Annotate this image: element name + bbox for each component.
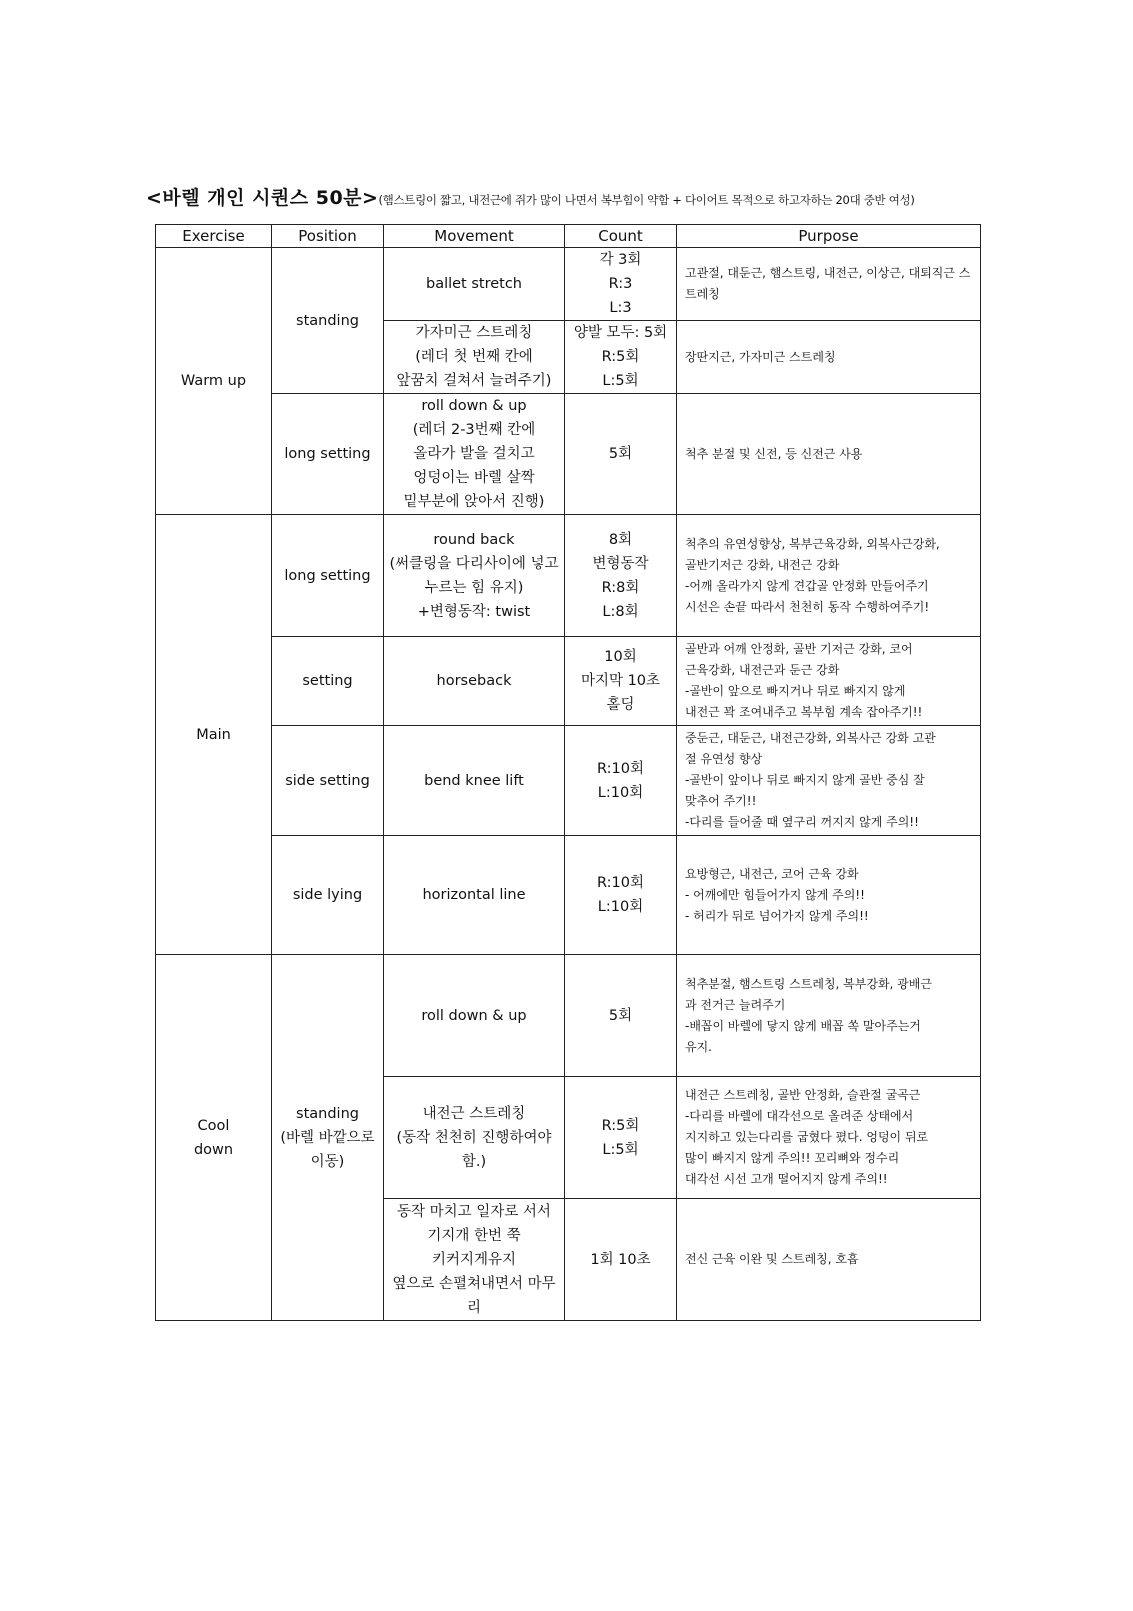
table-row: [156, 637, 981, 726]
count-cell: R:10회 L:10회: [565, 836, 677, 955]
header-count: Count: [565, 225, 677, 248]
table-row: [156, 515, 981, 637]
purpose-cell: 척추분절, 햄스트링 스트레칭, 복부강화, 광배근 과 전거근 늘려주기 -배꼽이 바렐에 닿지 않게 배꼽 쏙 말아주는거 유지.: [677, 955, 981, 1077]
purpose-cell: 척추의 유연성향상, 복부근육강화, 외복사근강화, 골반기저근 강화, 내전근 강화 -어깨 올라가지 않게 견갑골 안정화 만들어주기 시선은 손끝 따라서 천천히 동작 수행하여주기!: [677, 515, 981, 637]
header-purpose: Purpose: [677, 225, 981, 248]
table-row: [156, 836, 981, 955]
header-exercise: Exercise: [156, 225, 272, 248]
position-cell: side setting: [272, 726, 384, 836]
movement-cell: roll down & up (레더 2-3번째 칸에 올라가 발을 걸치고 엉덩이는 바렐 살짝 밑부분에 앉아서 진행): [384, 394, 565, 515]
position-cell: standing (바렐 바깥으로 이동): [272, 955, 384, 1321]
movement-cell: horseback: [384, 637, 565, 726]
title-subtitle: (햄스트링이 짧고, 내전근에 쥐가 많이 나면서 복부힘이 약함 + 다이어트 목적으로 하고자하는 20대 중반 여성): [378, 193, 915, 207]
table-row: [156, 394, 981, 515]
exercise-cell: Cool down: [156, 955, 272, 1321]
header-movement: Movement: [384, 225, 565, 248]
header-position: Position: [272, 225, 384, 248]
movement-cell: 가자미근 스트레칭 (레더 첫 번째 칸에 앞꿈치 걸쳐서 늘려주기): [384, 321, 565, 394]
count-cell: 각 3회 R:3 L:3: [565, 248, 677, 321]
position-cell: side lying: [272, 836, 384, 955]
purpose-cell: 고관절, 대둔근, 햄스트링, 내전근, 이상근, 대퇴직근 스트레칭: [677, 248, 981, 321]
movement-cell: roll down & up: [384, 955, 565, 1077]
sequence-table: [155, 224, 981, 1321]
purpose-cell: 내전근 스트레칭, 골반 안정화, 슬관절 굴곡근 -다리를 바렐에 대각선으로 올려준 상태에서 지지하고 있는다리를 굽혔다 폈다. 엉덩이 뒤로 많이 빠지지 않게 주의!! 꼬리뼈와 정수리 대각선 시선 고개 떨어지지 않게 주의!!: [677, 1077, 981, 1199]
purpose-cell: 전신 근육 이완 및 스트레칭, 호흡: [677, 1199, 981, 1321]
position-cell: setting: [272, 637, 384, 726]
movement-cell: horizontal line: [384, 836, 565, 955]
count-cell: R:10회 L:10회: [565, 726, 677, 836]
count-cell: 10회 마지막 10초 홀딩: [565, 637, 677, 726]
movement-cell: 내전근 스트레칭 (동작 천천히 진행하여야함.): [384, 1077, 565, 1199]
movement-cell: ballet stretch: [384, 248, 565, 321]
movement-cell: bend knee lift: [384, 726, 565, 836]
table-row: [156, 248, 981, 321]
exercise-cell: Main: [156, 515, 272, 955]
exercise-cell: Warm up: [156, 248, 272, 515]
title-main: <바렐 개인 시퀀스 50분>: [146, 187, 379, 209]
position-cell: long setting: [272, 515, 384, 637]
table-header-row: [156, 225, 981, 248]
document-title: [146, 186, 996, 212]
table-row: [156, 726, 981, 836]
purpose-cell: 골반과 어깨 안정화, 골반 기저근 강화, 코어 근육강화, 내전근과 둔근 강화 -골반이 앞으로 빠지거나 뒤로 빠지지 않게 내전근 꽉 조여내주고 복부힘 계속 잡아주기!!: [677, 637, 981, 726]
count-cell: R:5회 L:5회: [565, 1077, 677, 1199]
position-cell: long setting: [272, 394, 384, 515]
count-cell: 8회 변형동작 R:8회 L:8회: [565, 515, 677, 637]
movement-cell: 동작 마치고 일자로 서서 기지개 한번 쭉 키커지게유지 옆으로 손펼쳐내면서 마무리: [384, 1199, 565, 1321]
count-cell: 양발 모두: 5회 R:5회 L:5회: [565, 321, 677, 394]
count-cell: 5회: [565, 955, 677, 1077]
purpose-cell: 척추 분절 및 신전, 등 신전근 사용: [677, 394, 981, 515]
movement-cell: round back (써클링을 다리사이에 넣고 누르는 힘 유지) +변형동작: twist: [384, 515, 565, 637]
purpose-cell: 요방형근, 내전근, 코어 근육 강화 - 어깨에만 힘들어가지 않게 주의!! - 허리가 뒤로 넘어가지 않게 주의!!: [677, 836, 981, 955]
table-row: [156, 955, 981, 1077]
count-cell: 5회: [565, 394, 677, 515]
purpose-cell: 중둔근, 대둔근, 내전근강화, 외복사근 강화 고관 절 유연성 향상 -골반이 앞이나 뒤로 빠지지 않게 골반 중심 잘 맞추어 주기!! -다리를 들어줄 때 옆구리 꺼지지 않게 주의!!: [677, 726, 981, 836]
purpose-cell: 장딴지근, 가자미근 스트레칭: [677, 321, 981, 394]
count-cell: 1회 10초: [565, 1199, 677, 1321]
position-cell: standing: [272, 248, 384, 394]
